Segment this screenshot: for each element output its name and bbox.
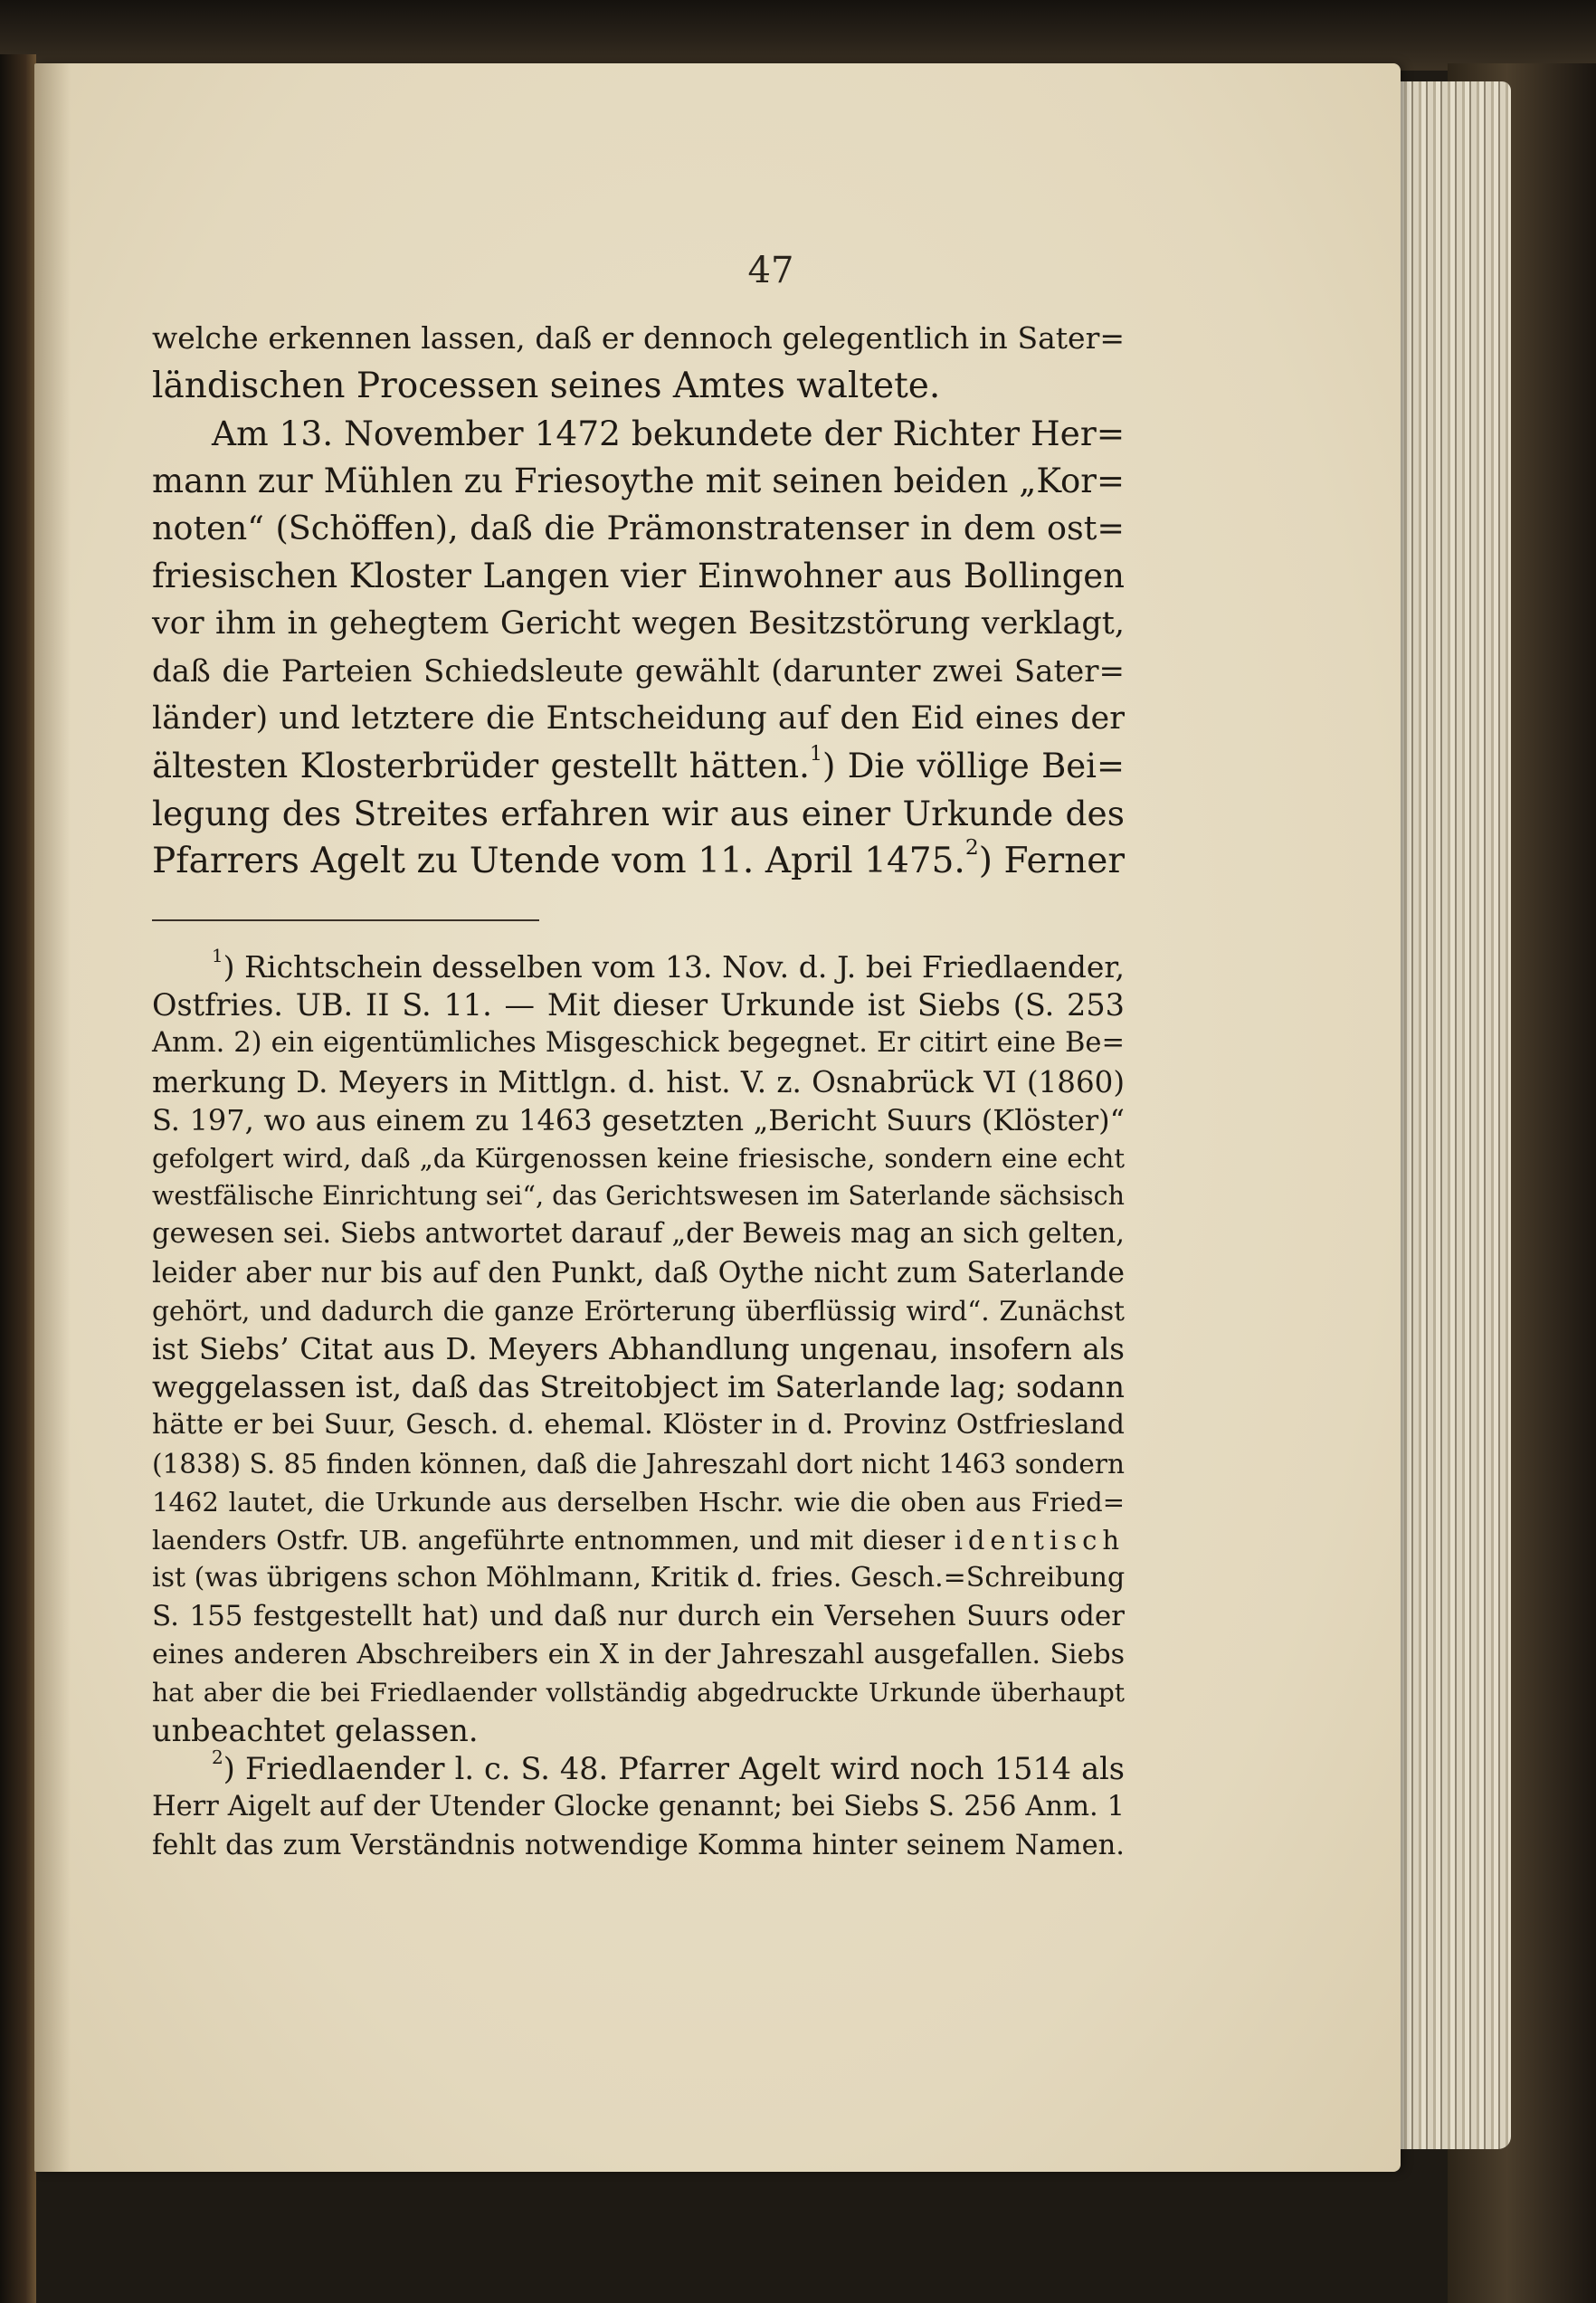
footnote-line: hat aber die bei Friedlaender vollständig abgedruckte Urkunde überhaupt (152, 1677, 1125, 1708)
body-line: noten“ (Schöffen), daß die Prämonstratenser in dem ost= (152, 509, 1125, 547)
body-line: friesischen Kloster Langen vier Einwohner aus Bollingen (152, 556, 1125, 595)
footnote-line: merkung D. Meyers in Mittlgn. d. hist. V. z. Osnabrück VI (1860) (152, 1064, 1125, 1099)
body-line: Am 13. November 1472 bekundete der Richter Her= (212, 414, 1126, 453)
footnote-text: laenders Ostfr. UB. angeführte entnommen, und mit dieser (152, 1525, 945, 1556)
footnote-line: hätte er bei Suur, Gesch. d. ehemal. Klöster in d. Provinz Ostfriesland (152, 1409, 1125, 1442)
footnote-marker: 2 (212, 1746, 223, 1769)
footnote-line: S. 155 festgestellt hat) und daß nur durch ein Versehen Suurs oder (152, 1600, 1125, 1633)
footnote-line: westfälische Einrichtung sei“, das Gerichtswesen im Saterlande sächsisch (152, 1181, 1125, 1212)
body-line: daß die Parteien Schiedsleute gewählt (darunter zwei Sater= (152, 652, 1125, 690)
footnote-line: gewesen sei. Siebs antwortet darauf „der Beweis mag an sich gelten, (152, 1218, 1125, 1251)
footnote-line: eines anderen Abschreibers ein X in der Jahreszahl ausgefallen. Siebs (152, 1638, 1125, 1670)
footnote-line: Herr Aigelt auf der Utender Glocke genannt; bei Siebs S. 256 Anm. 1 (152, 1791, 1125, 1823)
footnote-line (152, 948, 1125, 986)
book-binding-top (0, 0, 1596, 71)
page-gutter-shadow (34, 63, 71, 2172)
footnote-line: ist (was übrigens schon Möhlmann, Kritik d. fries. Gesch.=Schreibung (152, 1562, 1126, 1594)
footnote-emphasis: identisch (954, 1525, 1126, 1556)
footnote-line: gefolgert wird, daß „da Kürgenossen keine friesische, sondern eine echt (152, 1143, 1125, 1175)
footnote-line: weggelassen ist, daß das Streitobject im Saterlande lag; sodann (152, 1369, 1126, 1405)
body-line: länder) und letztere die Entscheidung auf den Eid eines der (152, 700, 1125, 737)
body-line: mann zur Mühlen zu Friesoythe mit seinen beiden „Kor= (152, 461, 1125, 500)
footnote-line: ist Siebs’ Citat aus D. Meyers Abhandlung ungenau, insofern als (152, 1332, 1125, 1367)
footnote-line (152, 1746, 1125, 1788)
page-number: 47 (747, 250, 794, 291)
footnote-text: Richtschein desselben vom 13. Nov. d. J. bei Friedlaender, (244, 949, 1125, 985)
body-line-text: ältesten Klosterbrüder gestellt hätten. (152, 746, 810, 785)
book-spine-left (0, 54, 36, 2303)
footnote-paren: ) (223, 949, 235, 985)
body-line-text: ) Ferner (978, 840, 1126, 881)
footnote-ref: 2 (964, 833, 979, 860)
footnote-line: (1838) S. 85 finden können, daß die Jahreszahl dort nicht 1463 sondern (152, 1448, 1125, 1480)
footnote-divider (152, 919, 539, 921)
body-line: ländischen Processen seines Amtes waltete. (152, 365, 941, 406)
footnote-line: gehört, und dadurch die ganze Erörterung überflüssig wird“. Zunächst (152, 1295, 1125, 1327)
body-line: legung des Streites erfahren wir aus einer Urkunde des (152, 794, 1125, 833)
page-content (152, 315, 1125, 1865)
footnote-line: leider aber nur bis auf den Punkt, daß Oythe nicht zum Saterlande (152, 1256, 1125, 1289)
footnote-marker: 1 (212, 946, 223, 967)
main-text (152, 315, 1125, 885)
footnote-paren: ) (223, 1751, 235, 1787)
footnote-line: fehlt das zum Verständnis notwendige Komma hinter seinem Namen. (152, 1829, 1125, 1861)
footnote-line: Ostfries. UB. II S. 11. — Mit dieser Urkunde ist Siebs (S. 253 (152, 987, 1125, 1023)
body-line-text: Pfarrers Agelt zu Utende vom 11. April 1475. (152, 840, 965, 881)
footnote-line: 1462 lautet, die Urkunde aus derselben Hschr. wie die oben aus Fried= (152, 1486, 1125, 1518)
body-line-text: ) Die völlige Bei= (822, 746, 1125, 785)
body-line: vor ihm in gehegtem Gericht wegen Besitzstörung verklagt, (152, 605, 1125, 642)
footnote-line: Anm. 2) ein eigentümliches Misgeschick begegnet. Er citirt eine Be= (152, 1027, 1125, 1060)
page-edges (1384, 81, 1511, 2149)
footnote-ref: 1 (809, 741, 822, 766)
footnote-line: S. 197, wo aus einem zu 1463 gesetzten „Bericht Suurs (Klöster)“ (152, 1102, 1125, 1137)
footnote-text: Friedlaender l. c. S. 48. Pfarrer Agelt wird noch 1514 als (244, 1751, 1125, 1787)
body-line (152, 833, 1126, 886)
footnotes (152, 948, 1125, 1865)
footnote-line: unbeachtet gelassen. (152, 1713, 479, 1749)
body-line (152, 743, 1125, 791)
body-line: welche erkennen lassen, daß er dennoch gelegentlich in Sater= (152, 320, 1125, 356)
footnote-line (152, 1521, 1125, 1559)
